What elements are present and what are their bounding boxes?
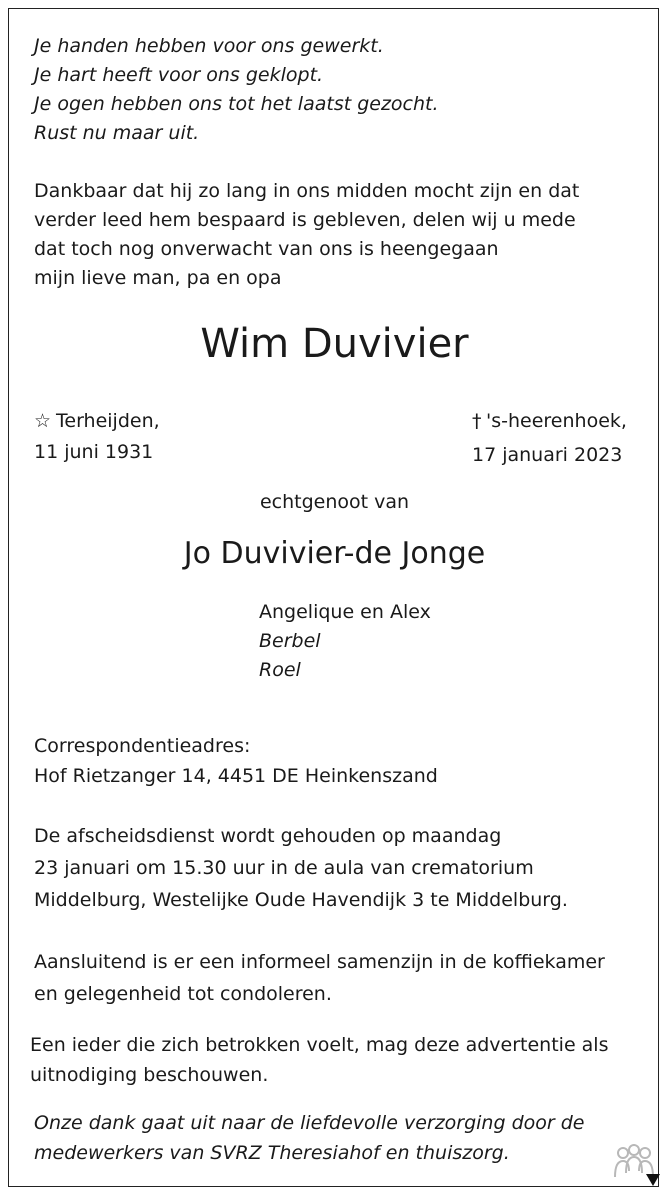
birth-date: 11 juni 1931 — [34, 441, 154, 463]
family-member-1: Angelique en Alex — [259, 601, 431, 623]
intro-line-3: dat toch nog onverwacht van ons is heengegaan — [34, 238, 499, 260]
poem-line-2: Je hart heeft voor ons geklopt. — [34, 64, 324, 86]
intro-line-2: verder leed hem bespaard is gebleven, delen wij u mede — [34, 209, 576, 231]
intro-line-1: Dankbaar dat hij zo lang in ons midden mocht zijn en dat — [34, 180, 580, 202]
service-line-3: Middelburg, Westelijke Oude Havendijk 3 te Middelburg. — [34, 889, 568, 911]
thanks-line-1: Onze dank gaat uit naar de liefdevolle verzorging door de — [34, 1112, 585, 1134]
intro-line-4: mijn lieve man, pa en opa — [34, 267, 282, 289]
birth-place: Terheijden, — [56, 410, 160, 432]
correspondence-label: Correspondentieadres: — [34, 735, 251, 757]
poem-line-1: Je handen hebben voor ons gewerkt. — [34, 35, 384, 57]
spouse-name: Jo Duvivier-de Jonge — [183, 536, 486, 571]
gathering-line-2: en gelegenheid tot condoleren. — [34, 983, 332, 1005]
cross-icon: † — [472, 410, 482, 432]
deceased-name: Wim Duvivier — [200, 321, 469, 367]
death-place-line — [472, 407, 627, 437]
poem-line-4: Rust nu maar uit. — [34, 122, 200, 144]
invitation-line-2: uitnodiging beschouwen. — [30, 1064, 269, 1086]
family-member-2: Berbel — [259, 630, 321, 652]
death-place: 's-heerenhoek, — [486, 410, 627, 432]
thanks-line-2: medewerkers van SVRZ Theresiahof en thuiszorg. — [34, 1142, 510, 1164]
invitation-line-1: Een ieder die zich betrokken voelt, mag deze advertentie als — [30, 1034, 609, 1056]
star-icon: ☆ — [34, 410, 52, 432]
death-date: 17 januari 2023 — [472, 444, 623, 466]
family-member-3: Roel — [259, 659, 301, 681]
poem-line-3: Je ogen hebben ons tot het laatst gezocht. — [34, 93, 439, 115]
service-line-2: 23 januari om 15.30 uur in de aula van crematorium — [34, 857, 534, 879]
service-line-1: De afscheidsdienst wordt gehouden op maandag — [34, 825, 502, 847]
gathering-line-1: Aansluitend is er een informeel samenzijn in de koffiekamer — [34, 951, 605, 973]
correspondence-address: Hof Rietzanger 14, 4451 DE Heinkenszand — [34, 765, 438, 787]
birth-place-line — [34, 407, 160, 437]
spouse-label: echtgenoot van — [259, 491, 410, 513]
arrow-down-icon[interactable] — [645, 1172, 661, 1186]
